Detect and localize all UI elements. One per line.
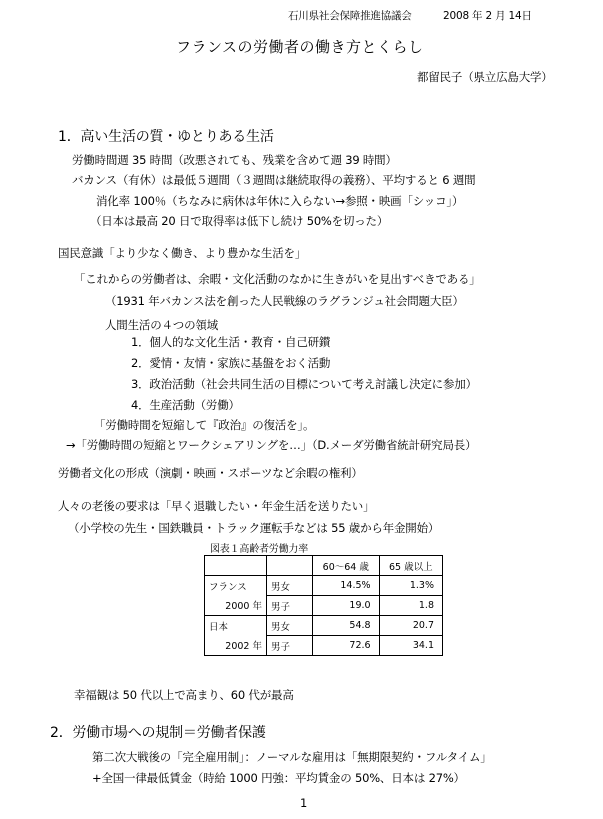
document-title: フランスの労働者の働き方とくらし <box>176 38 424 56</box>
value-cell: 20.7 <box>379 616 442 636</box>
table-header: 65 歳以上 <box>379 556 442 576</box>
section1-line: バカンス（有休）は最低５週間（３週間は継続取得の義務）、平均すると 6 週間 <box>72 173 476 187</box>
pension-age: （小学校の先生・国鉄職員・トラック運転手などは 55 歳から年金開始） <box>68 521 440 535</box>
labor-force-table <box>204 555 443 656</box>
shorten-hours: 「労働時間を短縮して『政治』の復活を」。 <box>94 418 315 432</box>
table-header-row <box>205 556 443 576</box>
value-cell: 14.5% <box>313 576 380 596</box>
quote: 「これからの労働者は、余暇・文化活動のなかに生きがいを見出すべきである」 <box>74 272 481 286</box>
section2-heading: 2．労働市場への規制＝労働者保護 <box>50 725 266 741</box>
table-row <box>205 596 443 616</box>
header-organizer: 石川県社会保障推進協議会 <box>288 10 412 22</box>
section1-heading: 1．高い生活の質・ゆとりある生活 <box>58 129 274 145</box>
area-item: 4．生産活動（労働） <box>131 398 240 412</box>
work-sharing: →「労働時間の短縮とワークシェアリングを…」（D.メーダ労働省統計研究局長） <box>66 438 477 452</box>
section1-line: （日本は最高 20 日で取得率は低下し続け 50%を切った） <box>90 214 389 228</box>
value-cell: 19.0 <box>313 596 380 616</box>
value-cell: 54.8 <box>313 616 380 636</box>
table-row <box>205 636 443 656</box>
country-cell: 日本 <box>205 616 267 636</box>
table-caption: 図表１高齢者労働力率 <box>210 544 308 555</box>
table-row <box>205 576 443 596</box>
section2-line: +全国一律最低賃金（時給 1000 円強：平均賃金の 50%、日本は 27%） <box>92 771 465 785</box>
section2-line: 第二次大戦後の「完全雇用制」：ノーマルな雇用は「無期限契約・フルタイム」 <box>92 750 492 764</box>
area-item: 2．愛情・友情・家族に基盤をおく活動 <box>131 356 331 370</box>
header-date: 2008 年 2 月 14日 <box>443 10 532 22</box>
worker-culture: 労働者文化の形成（演劇・映画・スポーツなど余暇の権利） <box>58 466 363 480</box>
areas-title: 人間生活の４つの領域 <box>105 318 218 332</box>
author: 都留民子（県立広島大学） <box>417 70 553 84</box>
sex-cell: 男子 <box>267 596 313 616</box>
retirement-wish: 人々の老後の要求は「早く退職したい・年金生活を送りたい」 <box>58 499 375 513</box>
area-item: 1．個人的な文化生活・教育・自己研鑚 <box>131 335 331 349</box>
section1-line: 消化率 100％（ちなみに病休は年休に入らない→参照・映画「シッコ」） <box>96 194 464 208</box>
section1-line: 労働時間週 35 時間（改悪されても、残業を含めて週 39 時間） <box>72 153 397 167</box>
value-cell: 1.8 <box>379 596 442 616</box>
value-cell: 1.3% <box>379 576 442 596</box>
table-header: 60～64 歳 <box>313 556 380 576</box>
year-cell: 2002 年 <box>205 636 267 656</box>
sex-cell: 男子 <box>267 636 313 656</box>
sex-cell: 男女 <box>267 616 313 636</box>
table-row <box>205 616 443 636</box>
page-number: 1 <box>300 796 308 810</box>
table-header <box>267 556 313 576</box>
year-cell: 2000 年 <box>205 596 267 616</box>
happiness-note: 幸福観は 50 代以上で高まり、60 代が最高 <box>74 688 294 702</box>
quote-source: （1931 年バカンス法を創った人民戦線のラグランジュ社会問題大臣） <box>105 294 464 308</box>
value-cell: 72.6 <box>313 636 380 656</box>
table-header <box>205 556 267 576</box>
sex-cell: 男女 <box>267 576 313 596</box>
value-cell: 34.1 <box>379 636 442 656</box>
country-cell: フランス <box>205 576 267 596</box>
national-consciousness: 国民意識「より少なく働き、より豊かな生活を」 <box>58 246 307 260</box>
area-item: 3．政治活動（社会共同生活の目標について考え討議し決定に参加） <box>131 377 477 391</box>
